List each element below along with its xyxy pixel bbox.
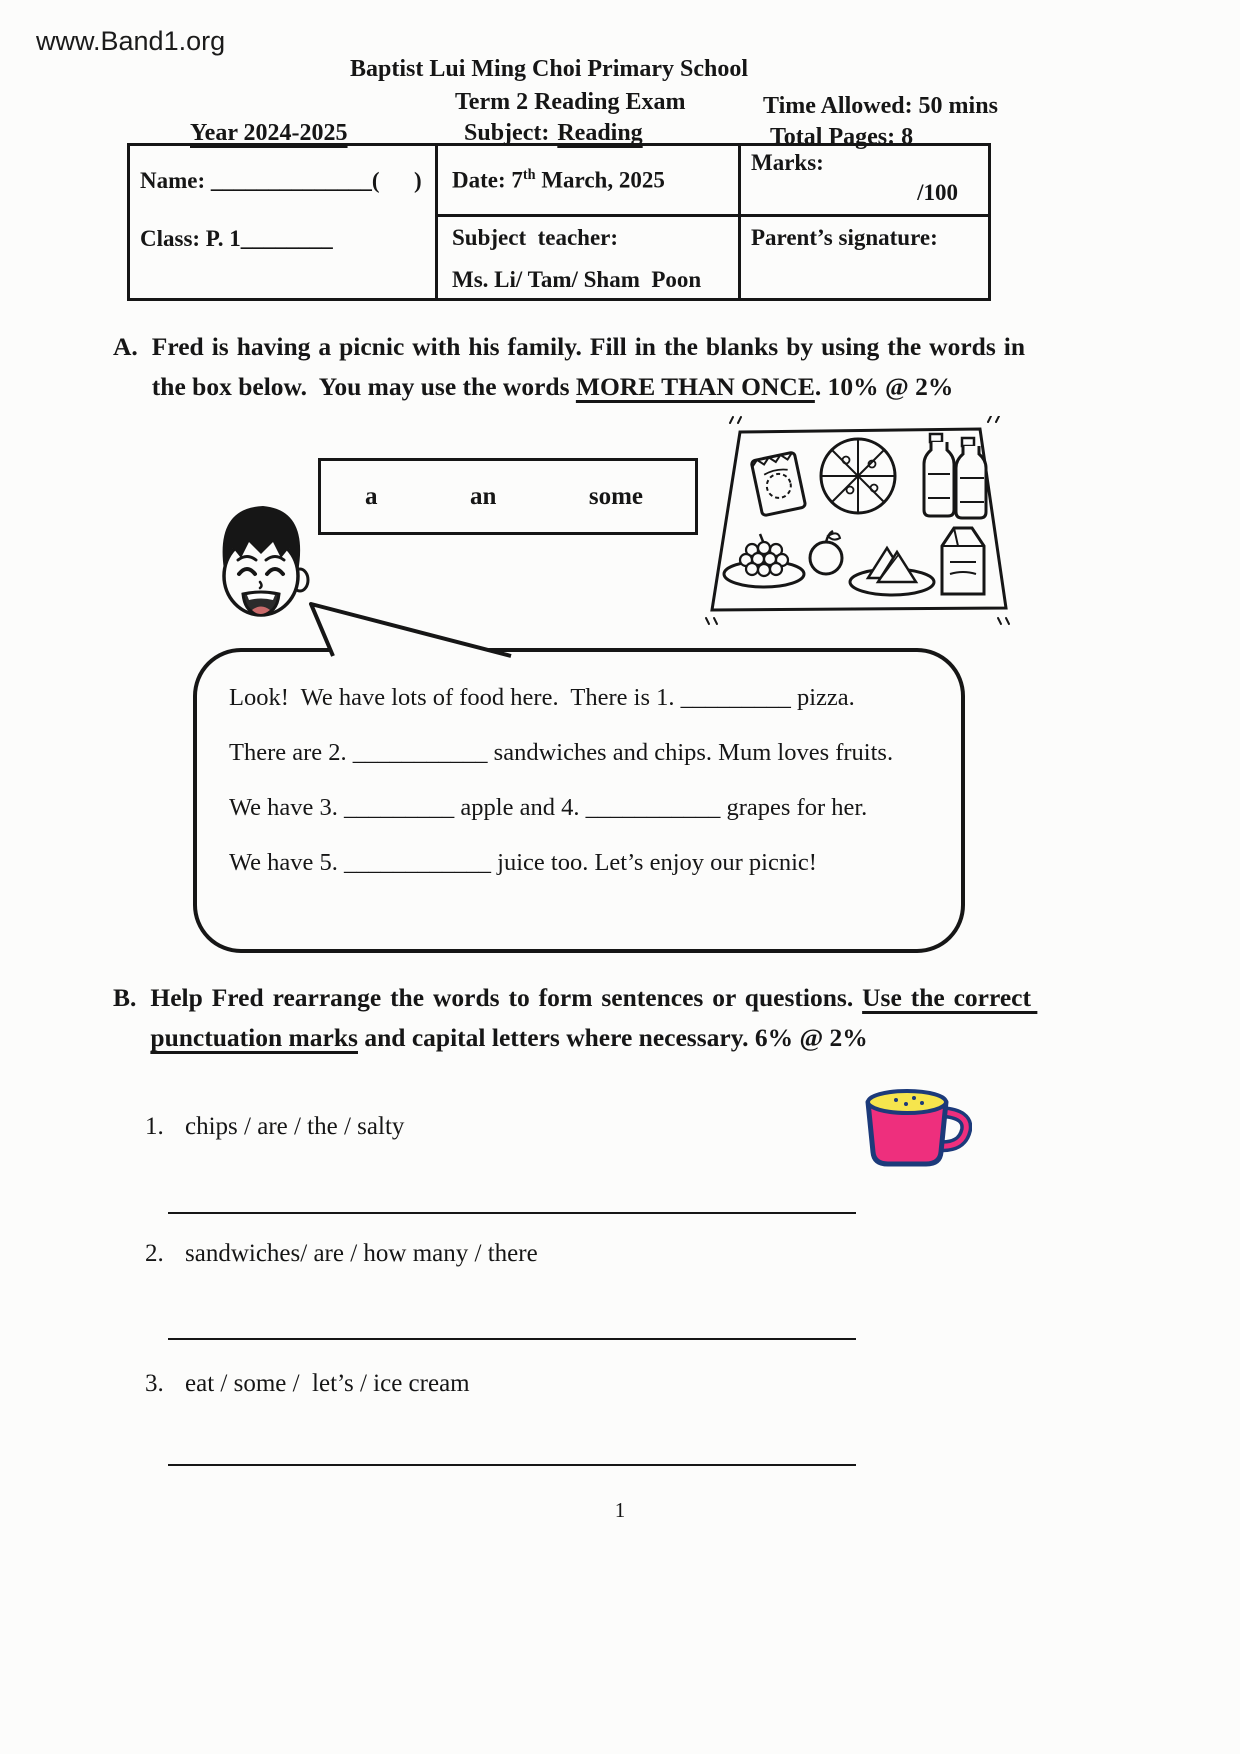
section-b-heading (113, 978, 1038, 1058)
speech-bubble-tail (297, 598, 517, 658)
time-allowed: Time Allowed: 50 mins (763, 93, 998, 119)
milk-carton (942, 528, 984, 594)
marks-label: Marks: (751, 150, 824, 175)
question-text: sandwiches/ are / how many / there (185, 1240, 538, 1267)
parent-signature-label: Parent’s signature: (751, 225, 938, 250)
word-box (318, 458, 698, 535)
exam-title: Term 2 Reading Exam (455, 89, 686, 115)
section-a-heading (113, 327, 1032, 407)
section-b-label: B. (113, 983, 137, 1012)
teacher-label: Subject teacher: (452, 225, 619, 250)
marks-cell (741, 146, 988, 217)
answer-line (168, 1464, 856, 1466)
section-b-instructions: Help Fred rearrange the words to form sentences or questions. Use the correct punctuation marks and capital letters where necessary. 6% @ 2% (150, 983, 1038, 1052)
question-number: 2. (145, 1240, 164, 1267)
word-box-item: some (588, 482, 643, 510)
section-a-instructions: Fred is having a picnic with his family. Fill in the blanks by using the words in the box below. You may use the words MORE THAN ONCE. 10% @ 2% (151, 332, 1032, 401)
page-number: 1 (614, 1498, 626, 1522)
parent-signature-cell (741, 217, 988, 301)
question-text: eat / some / let’s / ice cream (185, 1370, 470, 1397)
class-field: Class: P. 1________ (140, 226, 333, 251)
pizza (821, 439, 895, 513)
speech-line: There are 2. ___________ sandwiches and chips. Mum loves fruits. (229, 739, 894, 766)
watermark: www.Band1.org (36, 26, 226, 56)
speech-line: Look! We have lots of food here. There is 1. _________ pizza. (229, 684, 855, 711)
picnic-food-illustration (700, 416, 1016, 628)
word-box-item: an (469, 482, 497, 510)
subject-value: Reading (557, 120, 643, 146)
answer-line (168, 1338, 856, 1340)
school-year: Year 2024-2025 (190, 120, 348, 146)
question-item (145, 1113, 404, 1141)
cup-illustration (856, 1076, 972, 1174)
question-item (145, 1240, 538, 1268)
teacher-names: Ms. Li/ Tam/ Sham Poon (452, 267, 702, 292)
question-text: chips / are / the / salty (185, 1113, 405, 1140)
question-number: 1. (145, 1113, 164, 1140)
name-field: Name: ______________( ) (140, 168, 422, 193)
word-box-item: a (365, 482, 378, 510)
school-name: Baptist Lui Ming Choi Primary School (350, 56, 749, 82)
more-than-once-emphasis: MORE THAN ONCE (575, 372, 815, 401)
student-info-table (127, 143, 991, 301)
teacher-cell (438, 217, 741, 301)
marks-denominator: /100 (917, 180, 958, 205)
date-cell (438, 146, 741, 217)
name-class-cell (130, 146, 438, 301)
question-item (145, 1370, 470, 1398)
section-a-label: A. (113, 332, 138, 361)
subject-label: Subject: (464, 120, 550, 146)
speech-line: We have 3. _________ apple and 4. ___________ grapes for her. (229, 794, 868, 821)
date-text: Date: 7th March, 2025 (452, 166, 665, 193)
speech-bubble (193, 648, 965, 953)
answer-line (168, 1212, 856, 1214)
chips-bag (751, 452, 806, 516)
question-number: 3. (145, 1370, 164, 1397)
speech-line: We have 5. ____________ juice too. Let’s enjoy our picnic! (229, 849, 817, 876)
punctuation-emphasis: Use the correct punctuation marks (150, 983, 1038, 1052)
total-pages: Total Pages: 8 (770, 124, 914, 150)
